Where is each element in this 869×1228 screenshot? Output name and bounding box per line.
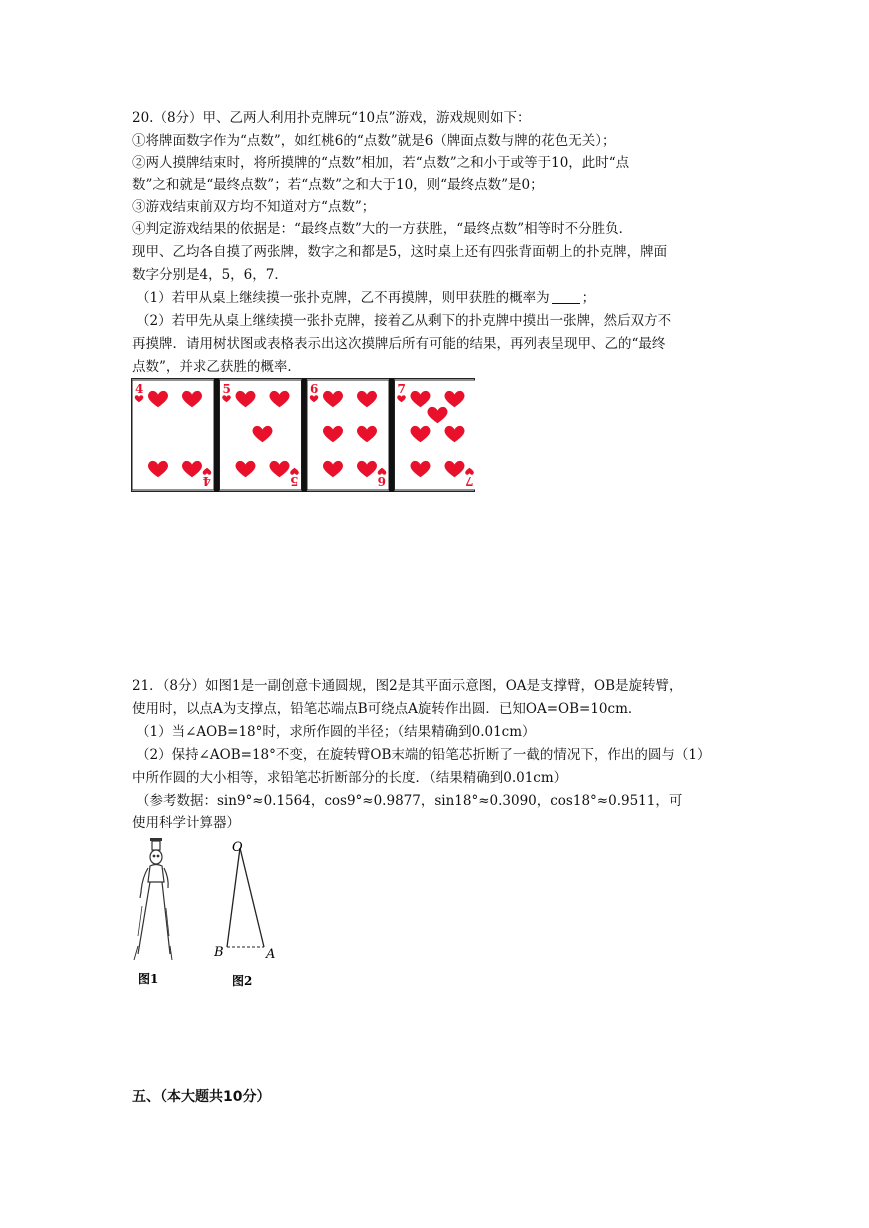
q20-part1-text: （1）若甲从桌上继续摸一张扑克牌，乙不再摸牌，则甲获胜的概率为 (136, 290, 550, 306)
figure2-triangle-oab (213, 840, 275, 962)
section-heading: 五、（本大题共10分） (132, 1089, 271, 1105)
q20-line-2: ①将牌面数字作为“点数”，如红桃6的“点数”就是6（牌面点数与牌的花色无关）； (132, 133, 616, 149)
q20-part2-line-1: （2）若甲先从桌上继续摸一张扑克牌，接着乙从剩下的扑克牌中摸出一张牌，然后双方不 (136, 313, 672, 329)
q21-line-3: （1）当∠AOB=18°时，求所作圆的半径；（结果精确到0.01cm） (136, 724, 536, 740)
card-rank-inverted: 7 (465, 474, 474, 488)
q20-part2-line-3: 点数”，并求乙获胜的概率． (132, 359, 301, 375)
card-7 (395, 380, 476, 490)
compass-figures (128, 836, 288, 996)
q20-part1-end: ； (581, 290, 596, 306)
q21-line-7: 使用科学计算器） (132, 815, 240, 831)
playing-cards-figure (131, 378, 475, 492)
label-a: A (266, 947, 276, 962)
caption-figure-2: 图2 (232, 974, 253, 988)
card-rank-inverted: 5 (290, 474, 299, 488)
q20-line-8: 数字分别是4，5，6，7． (132, 267, 288, 283)
arm-oa (240, 848, 264, 947)
arm-ob (227, 848, 240, 947)
card-5 (220, 380, 302, 490)
q20-line-3: ②两人摸牌结束时，将所摸牌的“点数”相加，若“点数”之和小于或等于10，此时“点 (132, 155, 630, 171)
card-divider (302, 378, 308, 492)
caption-figure-1: 图1 (138, 972, 159, 986)
card-divider (389, 378, 395, 492)
card-6 (307, 380, 389, 490)
figure1-cartoon-compass (134, 838, 172, 960)
card-rank: 5 (222, 382, 231, 396)
q21-line-4: （2）保持∠AOB=18°不变，在旋转臂OB末端的铅笔芯折断了一截的情况下，作出的圆与（1） (136, 747, 711, 763)
q20-line-1: 20.（8分）甲、乙两人利用扑克牌玩“10点”游戏，游戏规则如下： (132, 110, 531, 126)
answer-blank (552, 289, 580, 304)
label-o: O (232, 840, 243, 855)
card-4 (132, 380, 214, 490)
q20-line-7: 现甲、乙均各自摸了两张牌，数字之和都是5，这时桌上还有四张背面朝上的扑克牌，牌面 (132, 244, 668, 260)
q20-part1 (136, 288, 595, 308)
card-rank: 7 (397, 382, 406, 396)
q21-line-5: 中所作圆的大小相等，求铅笔芯折断部分的长度．（结果精确到0.01cm） (132, 770, 568, 786)
card-rank-inverted: 6 (377, 474, 386, 488)
card-rank: 4 (135, 382, 144, 396)
q20-part2-line-2: 再摸牌．请用树状图或表格表示出这次摸牌后所有可能的结果，再列表呈现甲、乙的“最终 (132, 336, 666, 352)
q21-line-6: （参考数据：sin9°≈0.1564，cos9°≈0.9877，sin18°≈0.3090，cos18°≈0.9511，可 (136, 793, 683, 809)
q20-line-6: ④判定游戏结果的依据是：“最终点数”大的一方获胜，“最终点数”相等时不分胜负． (132, 221, 633, 237)
card-rank: 6 (310, 382, 319, 396)
q21-line-1: 21．（8分）如图1是一副创意卡通圆规，图2是其平面示意图，OA是支撑臂，OB是旋转臂， (132, 678, 683, 694)
q20-line-4: 数”之和就是“最终点数”；若“点数”之和大于10，则“最终点数”是0； (132, 177, 544, 193)
label-b: B (214, 945, 224, 960)
card-divider (214, 378, 220, 492)
q21-line-2: 使用时，以点A为支撑点，铅笔芯端点B可绕点A旋转作出圆．已知OA=OB=10cm． (132, 701, 642, 717)
card-rank-inverted: 4 (202, 474, 211, 488)
q20-line-5: ③游戏结束前双方均不知道对方“点数”； (132, 199, 376, 215)
